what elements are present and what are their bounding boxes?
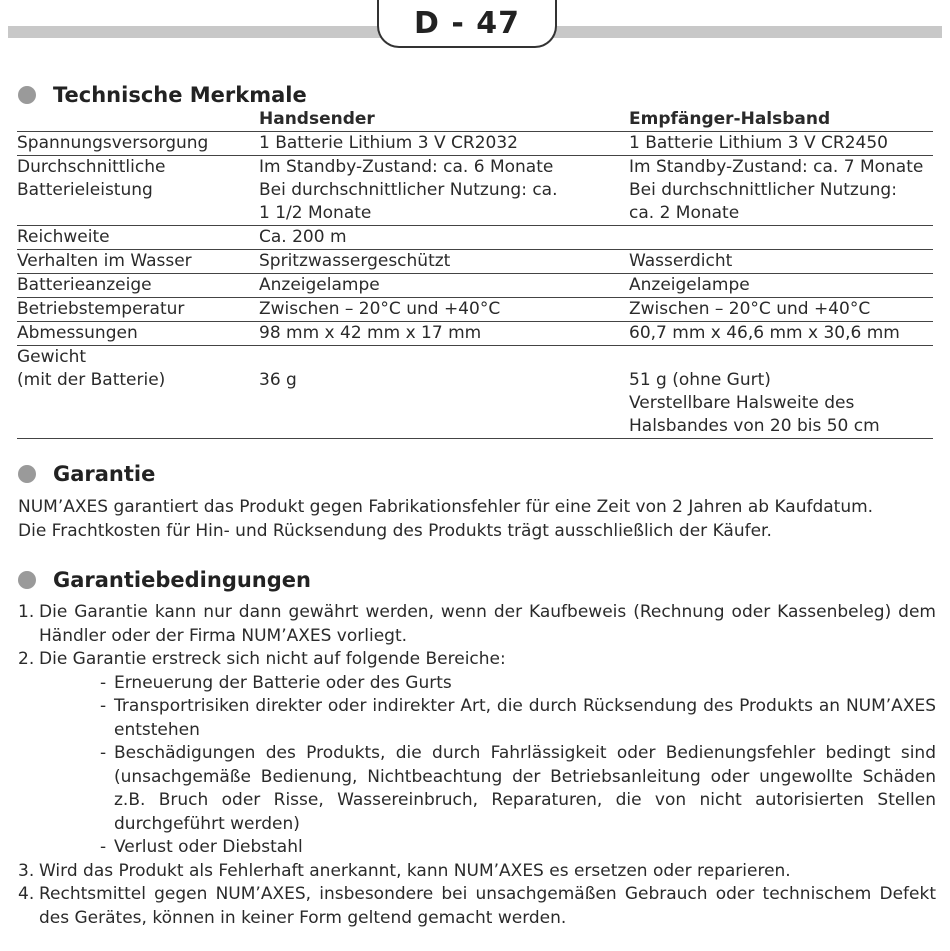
cell-line: Abmessungen [17,323,138,343]
page-label: D - 47 [414,5,520,41]
cell-line: Anzeigelampe [259,275,380,295]
spec-halsband-value [629,274,933,298]
sub-list-item: - Verlust oder Diebstahl [100,837,303,857]
bullet-icon [18,86,36,104]
specs-col-handsender: Handsender [259,108,629,132]
specs-table [17,108,933,439]
cell-line: Gewicht [17,347,87,367]
specs-header-row [17,108,933,132]
spec-halsband-value [629,322,933,346]
garantie-title: Garantie [53,462,156,486]
cell-line: (mit der Batterie) [17,370,166,390]
cell-line: Durchschnittliche [17,157,166,177]
garantie-line: NUM’AXES garantiert das Produkt gegen Fabrikationsfehler für eine Zeit von 2 Jahren ab Kaufdatum. [18,497,874,517]
garantie-text [18,496,938,543]
cell-line: Halsbandes von 20 bis 50 cm [629,416,880,436]
spec-halsband-value [629,226,933,250]
spec-halsband-value [629,156,933,226]
list-item: 3. Wird das Produkt als Fehlerhaft anerkannt, kann NUM’AXES es ersetzen oder reparieren. [18,860,791,881]
sub-list-item: - Beschädigungen des Produkts, die durch Fahrlässigkeit oder Bedienungsfehler bedingt sind (unsachgemäße Bedienung, Nichtbeachtung der Betriebsanleitung oder ungewollte Schäden z.B. Bruch oder Risse, Wassereinbruch, Reparaturen, die von nicht autorisierten Stellen durchgeführt werden) [100,743,936,834]
table-row [17,250,933,274]
cell-line [629,346,931,369]
cell-line: Zwischen – 20°C und +40°C [629,299,871,319]
cell-line: Bei durchschnittlicher Nutzung: ca. [259,180,558,200]
cell-line: Spannungsversorgung [17,133,209,153]
table-row [17,346,933,439]
cell-line: 1 Batterie Lithium 3 V CR2450 [629,133,888,153]
table-row [17,298,933,322]
cell-line: ca. 2 Monate [629,203,740,223]
spec-handsender-value [259,250,629,274]
page-number-tab [377,0,557,48]
cell-line: Batterieanzeige [17,275,152,295]
cell-line: Verstellbare Halsweite des [629,393,855,413]
cell-line: Zwischen – 20°C und +40°C [259,299,501,319]
cell-line: Reichweite [17,227,110,247]
table-row [17,322,933,346]
spec-label [17,226,259,250]
cell-line: 60,7 mm x 46,6 mm x 30,6 mm [629,323,900,343]
specs-col-label [17,108,259,132]
table-row [17,226,933,250]
specs-col-halsband: Empfänger-Halsband [629,108,933,132]
cell-line: 51 g (ohne Gurt) [629,370,771,390]
cell-line: Im Standby-Zustand: ca. 7 Monate [629,157,924,177]
spec-label [17,346,259,439]
table-row [17,132,933,156]
cell-line: Bei durchschnittlicher Nutzung: [629,180,897,200]
spec-handsender-value [259,322,629,346]
sub-list-item: - Erneuerung der Batterie oder des Gurts [100,672,452,693]
cell-line: 1 1/2 Monate [259,203,372,223]
cell-line: 1 Batterie Lithium 3 V CR2032 [259,133,518,153]
spec-label [17,274,259,298]
bullet-icon [18,465,36,483]
cell-line: 36 g [259,370,297,390]
spec-halsband-value [629,132,933,156]
list-item: 1. Die Garantie kann nur dann gewährt werden, wenn der Kaufbeweis (Rechnung oder Kassenbeleg) dem Händler oder der Firma NUM’AXES vorliegt. [18,602,936,646]
cell-line [629,226,931,249]
spec-halsband-value [629,346,933,439]
table-row [17,156,933,226]
conditions-list [18,601,936,930]
cell-line [259,346,627,369]
section-heading-bedingungen [18,568,311,592]
spec-handsender-value [259,298,629,322]
spec-label [17,298,259,322]
cell-line: Betriebstemperatur [17,299,185,319]
cell-line: Verhalten im Wasser [17,251,192,271]
spec-handsender-value [259,226,629,250]
spec-label [17,156,259,226]
cell-line: Ca. 200 m [259,227,347,247]
specs-title: Technische Merkmale [53,83,307,107]
cell-line: Anzeigelampe [629,275,750,295]
spec-halsband-value [629,250,933,274]
spec-handsender-value [259,132,629,156]
spec-label [17,322,259,346]
table-row [17,274,933,298]
bullet-icon [18,571,36,589]
list-item: 2. Die Garantie erstreck sich nicht auf folgende Bereiche: [18,649,506,669]
spec-handsender-value [259,346,629,439]
cell-line: Spritzwassergeschützt [259,251,451,271]
cell-line: Batterieleistung [17,180,153,200]
spec-handsender-value [259,156,629,226]
list-item: 4. Rechtsmittel gegen NUM’AXES, insbesondere bei unsachgemäßen Gebrauch oder technischem Defekt des Gerätes, können in keiner Form geltend gemacht werden. [18,884,936,928]
spec-handsender-value [259,274,629,298]
section-heading-garantie [18,462,155,486]
section-heading-specs [18,83,307,107]
spec-label [17,250,259,274]
cell-line: Wasserdicht [629,251,733,271]
bedingungen-title: Garantiebedingungen [53,568,311,592]
spec-label [17,132,259,156]
garantie-line: Die Frachtkosten für Hin- und Rücksendung des Produkts trägt ausschließlich der Käufer. [18,520,772,541]
cell-line: Im Standby-Zustand: ca. 6 Monate [259,157,554,177]
sub-list-item: - Transportrisiken direkter oder indirekter Art, die durch Rücksendung des Produkts an NUM’AXES entstehen [100,696,936,740]
spec-halsband-value [629,298,933,322]
cell-line: 98 mm x 42 mm x 17 mm [259,323,482,343]
